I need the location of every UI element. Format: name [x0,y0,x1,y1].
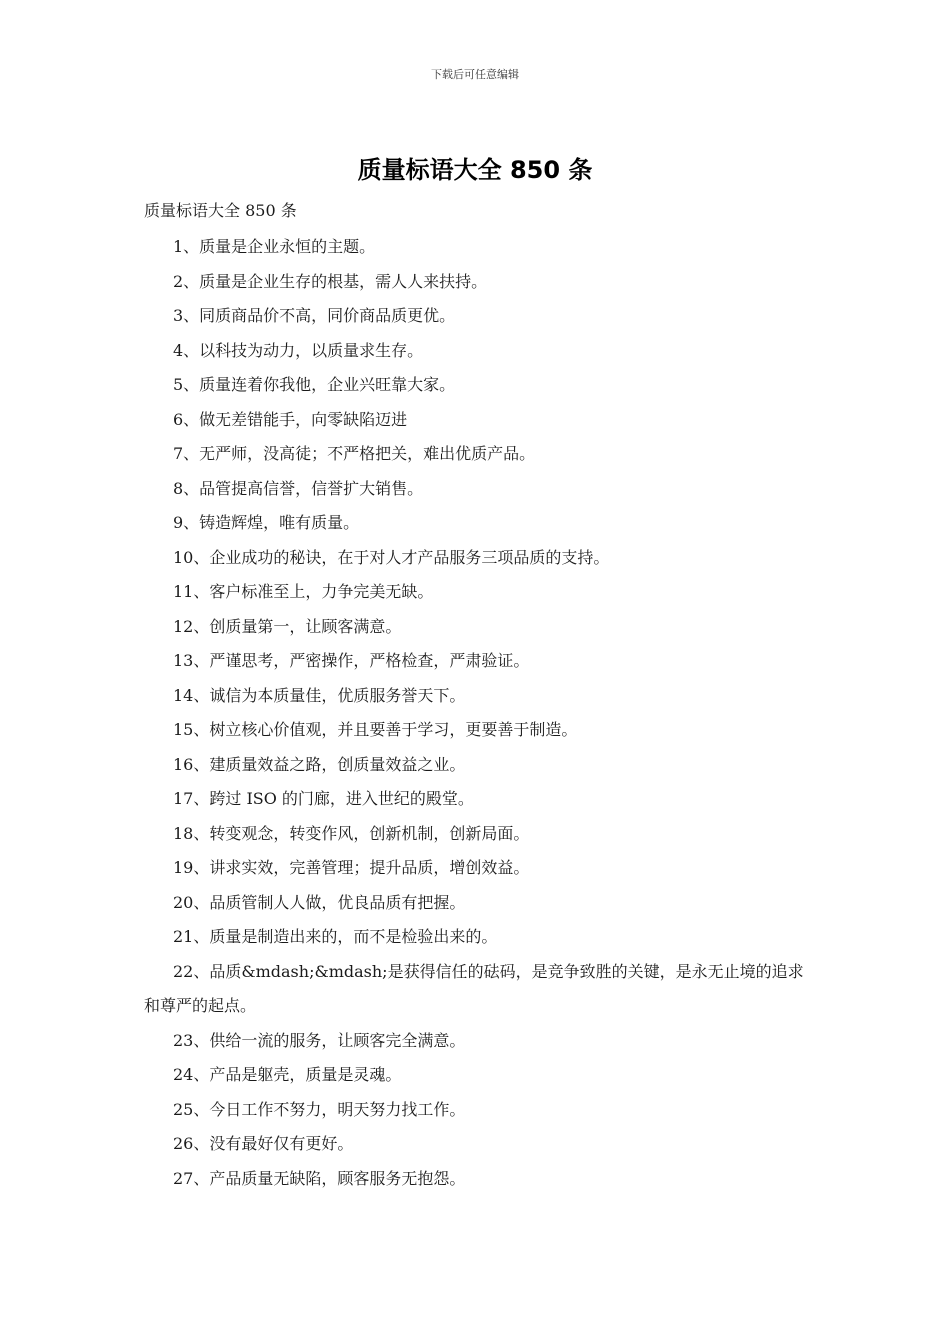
list-item: 5、质量连着你我他，企业兴旺靠大家。 [173,375,456,394]
list-item: 19、讲求实效，完善管理；提升品质，增创效益。 [173,858,530,877]
list-item: 1、质量是企业永恒的主题。 [173,237,376,256]
list-item: 15、树立核心价值观，并且要善于学习，更要善于制造。 [173,720,578,739]
list-item: 27、产品质量无缺陷，顾客服务无抱怨。 [173,1168,466,1188]
list-item: 18、转变观念，转变作风，创新机制，创新局面。 [173,823,530,843]
list-item: 21、质量是制造出来的，而不是检验出来的。 [173,927,498,946]
list-item: 12、创质量第一，让顾客满意。 [173,616,402,636]
slogan-list [144,230,810,1196]
document-subtitle: 质量标语大全 850 条 [144,201,297,220]
list-item: 3、同质商品价不高，同价商品质更优。 [173,306,456,325]
list-item: 6、做无差错能手，向零缺陷迈进 [173,409,408,429]
document-title: 质量标语大全 850 条 [357,156,593,184]
list-item: 13、严谨思考，严密操作，严格检查，严肃验证。 [173,651,530,670]
list-item: 8、品管提高信誉，信誉扩大销售。 [173,478,424,498]
list-item: 17、跨过 ISO 的门廊，进入世纪的殿堂。 [173,789,474,808]
list-item: 4、以科技为动力，以质量求生存。 [173,340,424,360]
list-item: 24、产品是躯壳，质量是灵魂。 [173,1065,402,1084]
list-item: 11、客户标准至上，力争完美无缺。 [173,582,434,601]
list-item: 7、无严师，没高徒；不严格把关，难出优质产品。 [173,444,536,463]
list-item: 2、质量是企业生存的根基，需人人来扶持。 [173,271,488,291]
document-body [144,196,810,1196]
list-item: 23、供给一流的服务，让顾客完全满意。 [173,1030,466,1050]
list-item: 26、没有最好仅有更好。 [173,1134,354,1153]
list-item: 25、今日工作不努力，明天努力找工作。 [173,1099,466,1119]
list-item: 10、企业成功的秘诀，在于对人才产品服务三项品质的支持。 [173,547,610,567]
page-header: 下载后可任意编辑 [431,68,519,81]
list-item: 14、诚信为本质量佳，优质服务誉天下。 [173,685,466,705]
list-item: 9、铸造辉煌，唯有质量。 [173,513,360,532]
list-item: 16、建质量效益之路，创质量效益之业。 [173,754,466,774]
list-item: 20、品质管制人人做，优良品质有把握。 [173,892,466,912]
list-item: 22、品质&mdash;&mdash;是获得信任的砝码，是竞争致胜的关键，是永无止境的追求和尊严的起点。 [144,961,804,1015]
